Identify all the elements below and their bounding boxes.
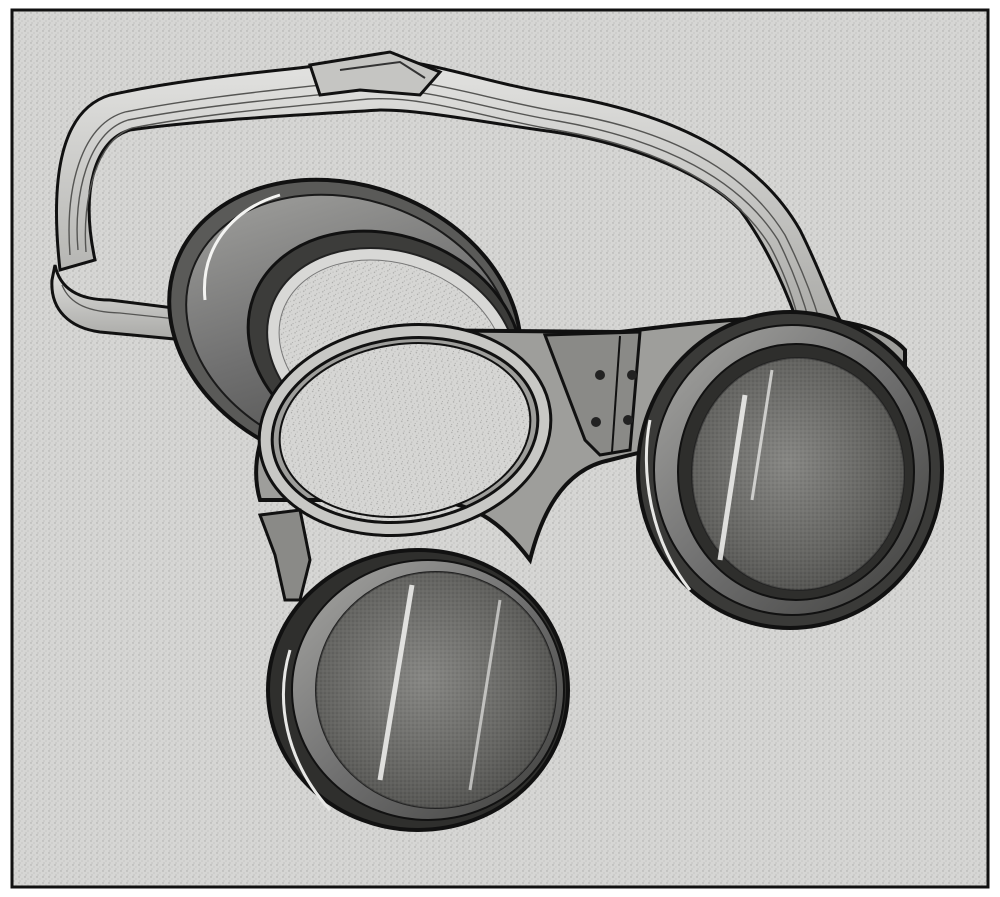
rivet [595, 370, 605, 380]
flip-lens-cover [268, 550, 568, 830]
rivet [623, 415, 633, 425]
right-eyecup [638, 312, 942, 628]
rivet [627, 370, 637, 380]
rivet [591, 417, 601, 427]
